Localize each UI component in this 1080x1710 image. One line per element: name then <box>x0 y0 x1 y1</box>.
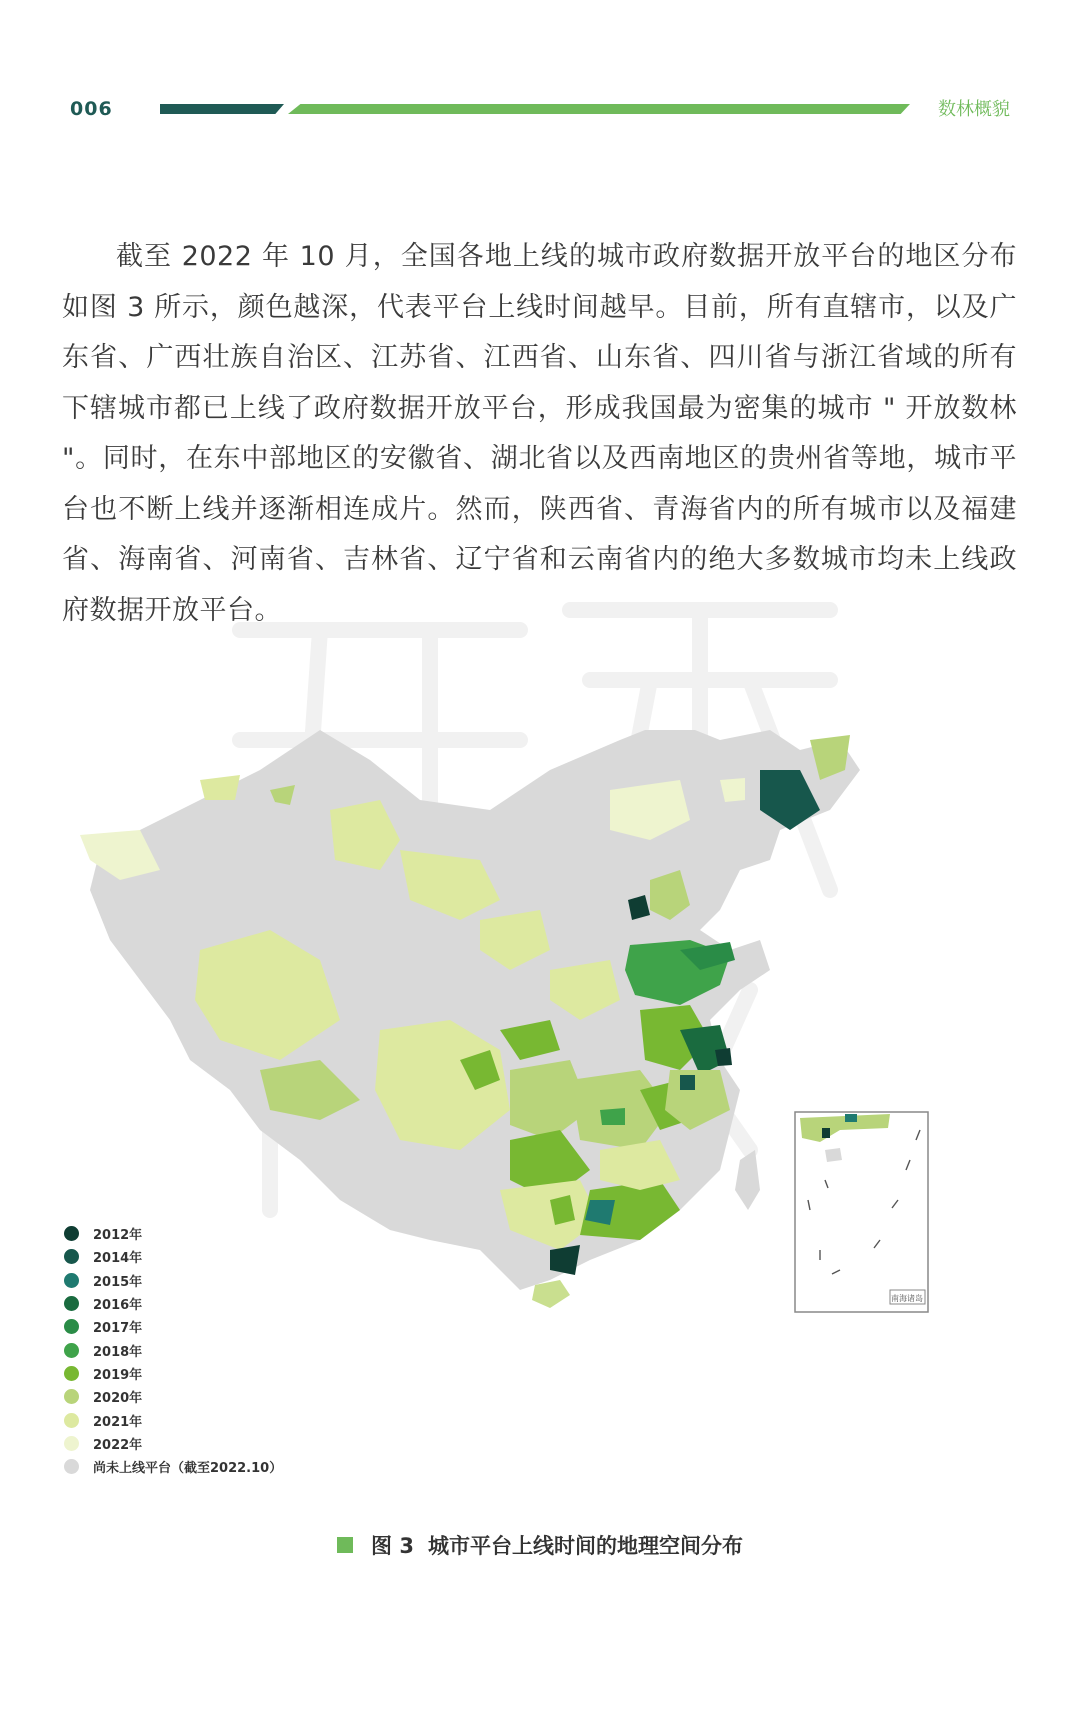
legend-label: 2015年 <box>93 1274 143 1290</box>
caption-text: 城市平台上线时间的地理空间分布 <box>427 1534 743 1558</box>
legend-swatch <box>64 1226 79 1241</box>
legend-item <box>64 1269 282 1292</box>
legend-swatch <box>64 1366 79 1381</box>
legend-label: 2021年 <box>93 1414 143 1430</box>
legend-label: 2012年 <box>93 1228 143 1244</box>
legend-item <box>64 1222 282 1245</box>
header-bar-green <box>288 104 910 114</box>
legend-item <box>64 1432 282 1455</box>
legend-item <box>64 1292 282 1315</box>
legend-label: 2018年 <box>93 1344 143 1360</box>
legend-label: 2022年 <box>93 1437 143 1453</box>
south-china-sea-inset <box>795 1112 928 1312</box>
legend-swatch <box>64 1273 79 1288</box>
legend-label: 2020年 <box>93 1391 143 1407</box>
legend-item <box>64 1245 282 1268</box>
legend-label: 2014年 <box>93 1251 143 1267</box>
section-title: 数林概貌 <box>938 99 1010 120</box>
inset-label: 南海诸岛 <box>891 1294 923 1303</box>
legend-swatch <box>64 1249 79 1264</box>
legend-label: 2019年 <box>93 1367 143 1383</box>
page-number: 006 <box>70 98 113 120</box>
legend-swatch <box>64 1413 79 1428</box>
caption-square-icon <box>337 1537 353 1553</box>
legend-item <box>64 1455 282 1478</box>
legend-item <box>64 1385 282 1408</box>
legend-item <box>64 1315 282 1338</box>
legend-label: 2016年 <box>93 1298 143 1314</box>
legend-swatch <box>64 1459 79 1474</box>
body-paragraph: 截至 2022 年 10 月，全国各地上线的城市政府数据开放平台的地区分布如图 3 所示，颜色越深，代表平台上线时间越早。目前，所有直辖市，以及广东省、广西壮族自治区、江苏省、江西省、山东省、四川省与浙江省域的所有下辖城市都已上线了政府数据开放平台，形成我国最为密集的城市 " 开放数林 "。同时，在东中部地区的安徽省、湖北省以及西南地区的贵州省等地，城市平台也不断上线并逐渐相连成片。然而，陕西省、青海省内的所有城市以及福建省、海南省、河南省、吉林省、辽宁省和云南省内的绝大多数城市均未上线政府数据开放平台。 <box>62 241 1017 626</box>
legend-label: 2017年 <box>93 1321 143 1337</box>
hainan <box>532 1280 570 1308</box>
legend-swatch <box>64 1319 79 1334</box>
legend-item <box>64 1338 282 1361</box>
legend-swatch <box>64 1436 79 1451</box>
legend-item <box>64 1408 282 1431</box>
map-legend <box>64 1222 282 1478</box>
legend-swatch <box>64 1343 79 1358</box>
page-header <box>0 92 1080 132</box>
legend-swatch <box>64 1389 79 1404</box>
legend-label: 尚未上线平台（截至2022.10） <box>93 1461 283 1477</box>
figure-caption <box>0 1530 1080 1560</box>
legend-item <box>64 1362 282 1385</box>
caption-label: 图 3 <box>371 1534 414 1558</box>
taiwan <box>735 1150 760 1210</box>
header-bar-dark <box>160 104 284 114</box>
legend-swatch <box>64 1296 79 1311</box>
